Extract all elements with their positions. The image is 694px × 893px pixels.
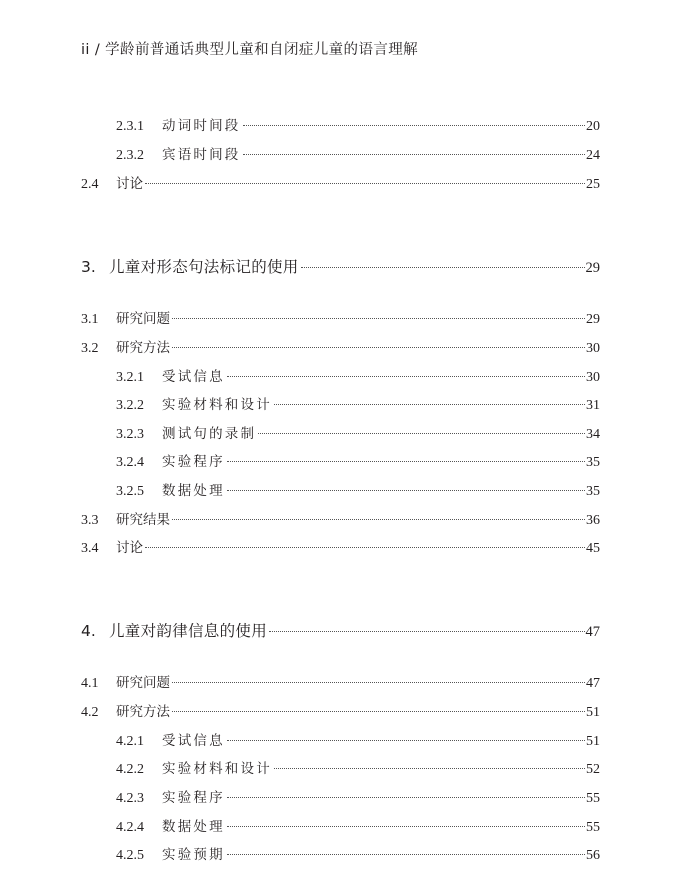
toc-entry-page: 24 [586,148,600,163]
toc-entry[interactable] [81,172,600,193]
toc-entry-page: 30 [586,370,600,385]
toc-entry-page: 47 [586,676,600,691]
toc-entry-title: 研究问题 [116,311,170,327]
toc-entry-page: 52 [586,762,600,777]
toc-entry[interactable] [116,422,600,443]
toc-entry[interactable] [116,114,600,135]
dot-leader [227,490,585,491]
dot-leader [172,682,585,683]
toc-entry-number: 4.2.1 [116,734,144,749]
toc-entry-page: 55 [586,791,600,806]
toc-entry-number: 3. [81,258,96,276]
toc-entry[interactable] [116,786,600,807]
dot-leader [227,854,585,855]
toc-entry-number: 4.1 [81,676,99,691]
toc-entry-number: 4.2.2 [116,762,144,777]
toc-entry-page: 30 [586,341,600,356]
toc-entry[interactable] [81,536,600,557]
toc-entry[interactable] [116,143,600,164]
running-header: ii / 学龄前普通话典型儿童和自闭症儿童的语言理解 [81,42,419,58]
dot-leader [227,376,585,377]
toc-entry-number: 3.2.4 [116,455,144,470]
toc-entry[interactable] [81,307,600,328]
toc-entry[interactable] [116,479,600,500]
dot-leader [227,461,585,462]
toc-entry-number: 3.2.5 [116,484,144,499]
toc-entry-page: 25 [586,177,600,192]
dot-leader [227,826,585,827]
toc-entry-title: 受试信息 [162,369,225,385]
toc-entry-number: 4.2.5 [116,848,144,863]
toc-entry-title: 实验预期 [162,847,225,863]
toc-entry-title: 研究结果 [116,512,170,528]
toc-entry-title: 儿童对形态句法标记的使用 [109,258,299,276]
toc-entry[interactable] [81,671,600,692]
toc-entry-title: 实验材料和设计 [162,761,272,777]
dot-leader [145,183,585,184]
toc-entry[interactable] [116,393,600,414]
toc-entry-title: 数据处理 [162,483,225,499]
toc-entry-page: 56 [586,848,600,863]
dot-leader [269,631,584,632]
toc-entry-page: 34 [586,427,600,442]
dot-leader [172,519,585,520]
toc-entry[interactable] [81,619,600,641]
toc-entry-title: 数据处理 [162,819,225,835]
toc-entry-title: 儿童对韵律信息的使用 [109,622,268,640]
toc-entry[interactable] [116,365,600,386]
toc-entry-page: 35 [586,484,600,499]
toc-entry-page: 31 [586,398,600,413]
dot-leader [243,125,586,126]
toc-entry-page: 36 [586,513,600,528]
toc-entry-number: 4. [81,622,96,640]
toc-entry-number: 2.3.1 [116,119,144,134]
toc-entry-number: 4.2.4 [116,820,144,835]
toc-entry-number: 2.3.2 [116,148,144,163]
toc-entry-page: 20 [586,119,600,134]
dot-leader [172,347,585,348]
toc-entry-title: 动词时间段 [162,118,241,134]
toc-entry[interactable] [116,729,600,750]
toc-entry-page: 47 [585,624,600,640]
toc-entry-page: 55 [586,820,600,835]
dot-leader [274,768,585,769]
toc-entry-number: 3.2.3 [116,427,144,442]
dot-leader [172,711,585,712]
toc-entry-title: 实验材料和设计 [162,397,272,413]
toc-entry-number: 2.4 [81,177,99,192]
toc-entry[interactable] [116,757,600,778]
toc-entry[interactable] [81,700,600,721]
toc-entry-title: 讨论 [116,176,143,192]
toc-entry-title: 讨论 [116,540,143,556]
toc-entry-title: 实验程序 [162,454,225,470]
toc-entry-page: 51 [586,734,600,749]
toc-entry-title: 研究方法 [116,704,170,720]
toc-entry-title: 研究方法 [116,340,170,356]
toc-entry-number: 3.3 [81,513,99,528]
toc-entry[interactable] [116,843,600,864]
dot-leader [145,547,585,548]
toc-entry-number: 4.2 [81,705,99,720]
toc-entry-page: 51 [586,705,600,720]
toc-entry[interactable] [116,450,600,471]
toc-entry-title: 研究问题 [116,675,170,691]
toc-entry[interactable] [116,815,600,836]
toc-entry-number: 3.4 [81,541,99,556]
dot-leader [243,154,586,155]
toc-entry-number: 3.2.2 [116,398,144,413]
toc-entry-number: 3.2 [81,341,99,356]
toc-entry-page: 29 [586,312,600,327]
dot-leader [227,797,585,798]
toc-entry-title: 受试信息 [162,733,225,749]
dot-leader [227,740,585,741]
dot-leader [258,433,585,434]
toc-entry[interactable] [81,255,600,277]
toc-entry[interactable] [81,336,600,357]
toc-entry-page: 35 [586,455,600,470]
toc-entry-title: 测试句的录制 [162,426,257,442]
toc-entry-number: 3.1 [81,312,99,327]
toc-entry-page: 29 [585,260,600,276]
toc-entry-page: 45 [586,541,600,556]
toc-entry-title: 实验程序 [162,790,225,806]
toc-entry[interactable] [81,508,600,529]
toc-entry-number: 3.2.1 [116,370,144,385]
toc-entry-number: 4.2.3 [116,791,144,806]
toc-entry-title: 宾语时间段 [162,147,241,163]
dot-leader [274,404,585,405]
dot-leader [172,318,585,319]
dot-leader [301,267,585,268]
